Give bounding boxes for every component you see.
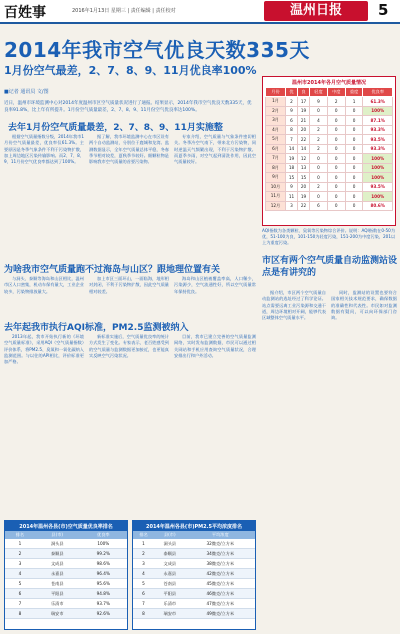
- table-header: 排名: [5, 531, 35, 539]
- aqi-table: [265, 87, 393, 211]
- table-cell: 文成县: [35, 559, 80, 569]
- table-row: [5, 589, 127, 599]
- table-cell: 2: [5, 549, 35, 559]
- table-row: [5, 609, 127, 619]
- issue-meta: 2016年1月13日 星期三 | 责任编辑 | 责任校对: [72, 8, 176, 14]
- table-row: [133, 579, 255, 589]
- table-cell: 8月: [266, 163, 286, 173]
- table-cell: 3月: [266, 116, 286, 126]
- table-cell: 瑞安市: [35, 609, 80, 619]
- table-cell: 100%: [363, 154, 393, 164]
- pm25-ranking-title: 2014年温州各县(市)PM2.5平均浓度排名: [133, 521, 255, 531]
- table-cell: 2: [310, 135, 328, 145]
- table-row: [133, 609, 255, 619]
- county-ranking-title: 2014年温州各县(市)空气质量优良率排名: [5, 521, 127, 531]
- table-cell: 1: [5, 539, 35, 549]
- table-cell: 13: [298, 163, 310, 173]
- table-cell: 9: [310, 97, 328, 107]
- table-cell: 0: [310, 163, 328, 173]
- table-header: 平均浓度: [186, 531, 255, 539]
- table-row: [266, 154, 393, 164]
- table-cell: 4月: [266, 125, 286, 135]
- table-header: 优: [285, 88, 297, 97]
- table-cell: 6: [285, 116, 297, 126]
- article-column: 加上市区三面环山，一面临海，地形相对封闭，不利于污染物扩散，因此空气质量相对较差。: [89, 276, 169, 294]
- table-header: 优良率: [363, 88, 393, 97]
- article-column: 据了解，我市环境监测中心在市区设有两个自动监测站，分别位于鹿城和龙湾。监测数据显示，全年空气质量总体平稳，冬春季节相对较差，夏秋季节较好。细颗粒物是影响我市空气质量的首要污染物。: [89, 134, 169, 165]
- table-cell: 4: [310, 116, 328, 126]
- table-header: 中度: [327, 88, 345, 97]
- table-row: [133, 539, 255, 549]
- table-cell: 洞头县: [35, 539, 80, 549]
- table-cell: 21: [298, 116, 310, 126]
- table-cell: 5: [133, 579, 154, 589]
- table-cell: 1月: [266, 97, 286, 107]
- table-cell: 9月: [266, 173, 286, 183]
- table-header: 排名: [133, 531, 154, 539]
- table-cell: 0: [345, 116, 363, 126]
- table-cell: 93.3%: [363, 125, 393, 135]
- section-heading-aqi-standard: 去年起我市执行AQI标准，PM2.5监测被纳入: [4, 323, 189, 333]
- table-row: [266, 144, 393, 154]
- lead-paragraph: 近日，温州市环境监测中心对2014年度温州市区空气质量状况进行了通报。结果显示，2014年我市空气优良天数335天，优良率91.8%，比上年有所提升。1月份空气质量最差，2、7、8、9、11月份空气优良率达100%。: [4, 101, 252, 113]
- table-cell: 泰顺县: [35, 549, 80, 559]
- table-cell: 0: [327, 106, 345, 116]
- headline: 2014年我市空气优良天数335天: [4, 38, 310, 62]
- table-cell: 10月: [266, 182, 286, 192]
- table-row: [5, 599, 127, 609]
- section-heading-monitoring-stations: 市区有两个空气质量自动监测站设点是有讲究的: [262, 256, 398, 278]
- table-cell: 14: [285, 144, 297, 154]
- table-cell: 98.6%: [80, 559, 127, 569]
- table-cell: 0: [310, 154, 328, 164]
- table-row: [133, 589, 255, 599]
- table-row: [266, 192, 393, 202]
- table-cell: 15: [298, 173, 310, 183]
- subheadline: 1月份空气最差，2、7、8、9、11月优良率100%: [4, 64, 257, 77]
- table-cell: 93.5%: [363, 182, 393, 192]
- table-cell: 95.6%: [80, 579, 127, 589]
- table-cell: 9: [285, 182, 297, 192]
- table-cell: 5: [5, 579, 35, 589]
- table-row: [133, 569, 255, 579]
- table-cell: 泰顺县: [154, 549, 186, 559]
- table-cell: 11月: [266, 192, 286, 202]
- table-header: 轻度: [310, 88, 328, 97]
- table-cell: 2: [310, 144, 328, 154]
- table-cell: 19: [298, 192, 310, 202]
- table-cell: 42微克/立方米: [186, 569, 255, 579]
- table-cell: 0: [345, 173, 363, 183]
- table-row: [133, 549, 255, 559]
- table-cell: 15: [285, 173, 297, 183]
- table-header: 良: [298, 88, 310, 97]
- table-cell: 2月: [266, 106, 286, 116]
- table-cell: 46微克/立方米: [186, 589, 255, 599]
- table-cell: 0: [310, 106, 328, 116]
- table-cell: 93.3%: [363, 144, 393, 154]
- article-column: 同时，监测站的设置也要符合国家相关技术规范要求，确保数据的准确性和代表性。市民如对监测数据有疑问，可以向环保部门咨询。: [331, 290, 397, 321]
- table-row: [5, 559, 127, 569]
- table-cell: 苍南县: [35, 579, 80, 589]
- table-cell: 49微克/立方米: [186, 609, 255, 619]
- article-column: 新标准实施后，空气质量优良率的统计方式发生了变化。专家表示，老百姓感受到的空气质量与监测数据更加接近，也更能真实反映空气污染状况。: [89, 334, 169, 358]
- table-cell: 99.2%: [80, 549, 127, 559]
- table-cell: 1: [133, 539, 154, 549]
- county-ranking-table: [4, 520, 128, 630]
- table-cell: 7: [5, 599, 35, 609]
- table-header: 月份: [266, 88, 286, 97]
- table-cell: 0: [327, 135, 345, 145]
- table-cell: 0: [327, 144, 345, 154]
- table-cell: 0: [345, 201, 363, 211]
- table-cell: 100%: [80, 539, 127, 549]
- table-row: [5, 579, 127, 589]
- table-cell: 100%: [363, 173, 393, 183]
- article-column: 与洞头、泰顺等海岛和山区相比，温州市区人口密集，机动车保有量大，工业企业较多，污染物排放量大。: [4, 276, 84, 294]
- article-column: 专家介绍，空气质量与气象条件密切相关。冬季冷空气南下，带来北方污染物，同时逆温天气频繁出现，不利于污染物扩散。而夏季多雨，对空气起到清洗作用，因此空气质量较好。: [174, 134, 256, 165]
- table-cell: 38微克/立方米: [186, 559, 255, 569]
- byline: ■记者 通讯员 文/图: [4, 89, 49, 95]
- article-column: 2013年起，我市开始执行新的《环境空气质量标准》，采用AQI（空气质量指数）评价体系，将PM2.5、臭氧和一氧化碳纳入监测范围。与以往的API相比，评价标准更加严格。: [4, 334, 84, 365]
- aqi-note: AQI指数为各类颗粒、臭氧等污染物综合评价。说明：AQI指数在0-50为优，51-100为良，101-150为轻度污染，151-200为中度污染，201以上为重度污染。: [262, 228, 396, 245]
- table-cell: 4: [5, 569, 35, 579]
- table-header: 重度: [345, 88, 363, 97]
- table-cell: 32微克/立方米: [186, 539, 255, 549]
- table-cell: 0: [327, 201, 345, 211]
- table-cell: 3: [285, 201, 297, 211]
- table-row: [5, 539, 127, 549]
- table-cell: 2: [310, 182, 328, 192]
- table-cell: 0: [310, 173, 328, 183]
- table-row: [266, 125, 393, 135]
- table-cell: 0: [345, 125, 363, 135]
- table-cell: 22: [298, 135, 310, 145]
- table-cell: 18: [285, 163, 297, 173]
- table-cell: 永嘉县: [154, 569, 186, 579]
- table-cell: 0: [327, 154, 345, 164]
- table-cell: 100%: [363, 106, 393, 116]
- table-cell: 0: [310, 192, 328, 202]
- table-cell: 6: [5, 589, 35, 599]
- table-cell: 20: [298, 125, 310, 135]
- section-name: 百姓事: [4, 5, 46, 21]
- table-header: 县(市): [154, 531, 186, 539]
- table-cell: 80.6%: [363, 201, 393, 211]
- table-cell: 0: [345, 135, 363, 145]
- table-cell: 7: [285, 135, 297, 145]
- article-column: 海岛和山区植被覆盖率高，人口稀少，污染源少，空气流通性好，所以空气质量常年保持优良。: [174, 276, 256, 294]
- aqi-monthly-table: [262, 76, 396, 226]
- table-cell: 洞头县: [154, 539, 186, 549]
- table-cell: 6: [133, 589, 154, 599]
- table-cell: 19: [285, 154, 297, 164]
- table-cell: 87.1%: [363, 116, 393, 126]
- table-cell: 8: [285, 125, 297, 135]
- table-row: [266, 116, 393, 126]
- table-cell: 0: [345, 192, 363, 202]
- table-row: [266, 182, 393, 192]
- table-cell: 0: [345, 163, 363, 173]
- table-cell: 19: [298, 106, 310, 116]
- table-cell: 乐清市: [154, 599, 186, 609]
- table-cell: 11: [285, 192, 297, 202]
- table-cell: 61.3%: [363, 97, 393, 107]
- table-cell: 0: [345, 154, 363, 164]
- table-row: [266, 173, 393, 183]
- table-cell: 文成县: [154, 559, 186, 569]
- table-cell: 1: [345, 97, 363, 107]
- table-row: [266, 163, 393, 173]
- table-cell: 0: [327, 163, 345, 173]
- table-cell: 93.7%: [80, 599, 127, 609]
- article-column: 目前，我市已建立完善的空气质量监测网络，实时发布监测数据，市民可以通过相关网站和手机应用查询空气质量状况，合理安排出行和户外活动。: [174, 334, 256, 358]
- table-cell: 8: [133, 609, 154, 619]
- table-row: [266, 201, 393, 211]
- table-cell: 瑞安市: [154, 609, 186, 619]
- table-cell: 0: [345, 144, 363, 154]
- table-cell: 0: [327, 116, 345, 126]
- table-cell: 0: [327, 125, 345, 135]
- table-cell: 22: [298, 201, 310, 211]
- table-cell: 100%: [363, 192, 393, 202]
- aqi-table-title: 温州市2014年各月空气质量情况: [292, 80, 366, 86]
- table-cell: 5月: [266, 135, 286, 145]
- table-cell: 0: [327, 173, 345, 183]
- table-cell: 平阳县: [154, 589, 186, 599]
- table-cell: 苍南县: [154, 579, 186, 589]
- table-cell: 0: [327, 192, 345, 202]
- table-row: [266, 106, 393, 116]
- table-cell: 14: [298, 144, 310, 154]
- table-cell: 永嘉县: [35, 569, 80, 579]
- table-header: 县(市): [35, 531, 80, 539]
- masthead: [0, 0, 400, 24]
- table-row: [133, 559, 255, 569]
- table-cell: 8: [5, 609, 35, 619]
- section-heading-monthly: 去年1月份空气质量最差，2、7、8、9、11月实施整: [8, 123, 223, 133]
- table-cell: 7: [133, 599, 154, 609]
- table-cell: 12月: [266, 201, 286, 211]
- table-row: [133, 599, 255, 609]
- table-cell: 7月: [266, 154, 286, 164]
- table-cell: 6: [310, 201, 328, 211]
- table-cell: 9: [285, 106, 297, 116]
- newspaper-logo: 温州日报: [264, 1, 368, 21]
- article-column: 据介绍，市区两个空气质量自动监测站的选址经过了科学论证。站点需要远离工业污染源和交通干道，周边环境相对开阔，能够代表区域整体空气质量水平。: [262, 290, 326, 321]
- table-cell: 96.4%: [80, 569, 127, 579]
- table-cell: 0: [327, 182, 345, 192]
- table-cell: 47微克/立方米: [186, 599, 255, 609]
- table-row: [5, 569, 127, 579]
- table-cell: 100%: [363, 163, 393, 173]
- table-cell: 34微克/立方米: [186, 549, 255, 559]
- section-heading-geography: 为啥我市空气质量跑不过海岛与山区？跟地理位置有关: [4, 265, 221, 275]
- table-cell: 17: [298, 97, 310, 107]
- table-cell: 12: [298, 154, 310, 164]
- table-header: 优良率: [80, 531, 127, 539]
- table-cell: 0: [345, 106, 363, 116]
- table-cell: 2: [133, 549, 154, 559]
- table-cell: 6月: [266, 144, 286, 154]
- table-cell: 45微克/立方米: [186, 579, 255, 589]
- page-number: 5: [378, 1, 389, 19]
- article-column: 根据空气质量指数分级，2014年我市1月份空气质量最差，优良率仅61.3%。主要原因是冬季气象条件不利于污染物扩散，加上周边地区污染传输影响。而2、7、8、9、11月份空气优良率都达到了100%。: [4, 134, 84, 165]
- table-cell: 平阳县: [35, 589, 80, 599]
- table-cell: 2: [310, 125, 328, 135]
- table-cell: 乐清市: [35, 599, 80, 609]
- table-cell: 2: [327, 97, 345, 107]
- table-cell: 92.6%: [80, 609, 127, 619]
- table-row: [266, 135, 393, 145]
- table-cell: 0: [345, 182, 363, 192]
- table-row: [5, 549, 127, 559]
- table-cell: 20: [298, 182, 310, 192]
- table-cell: 3: [5, 559, 35, 569]
- table-row: [266, 97, 393, 107]
- pm25-ranking-table: [132, 520, 256, 630]
- table-cell: 94.8%: [80, 589, 127, 599]
- table-cell: 3: [133, 559, 154, 569]
- table-cell: 93.5%: [363, 135, 393, 145]
- table-cell: 4: [133, 569, 154, 579]
- table-cell: 2: [285, 97, 297, 107]
